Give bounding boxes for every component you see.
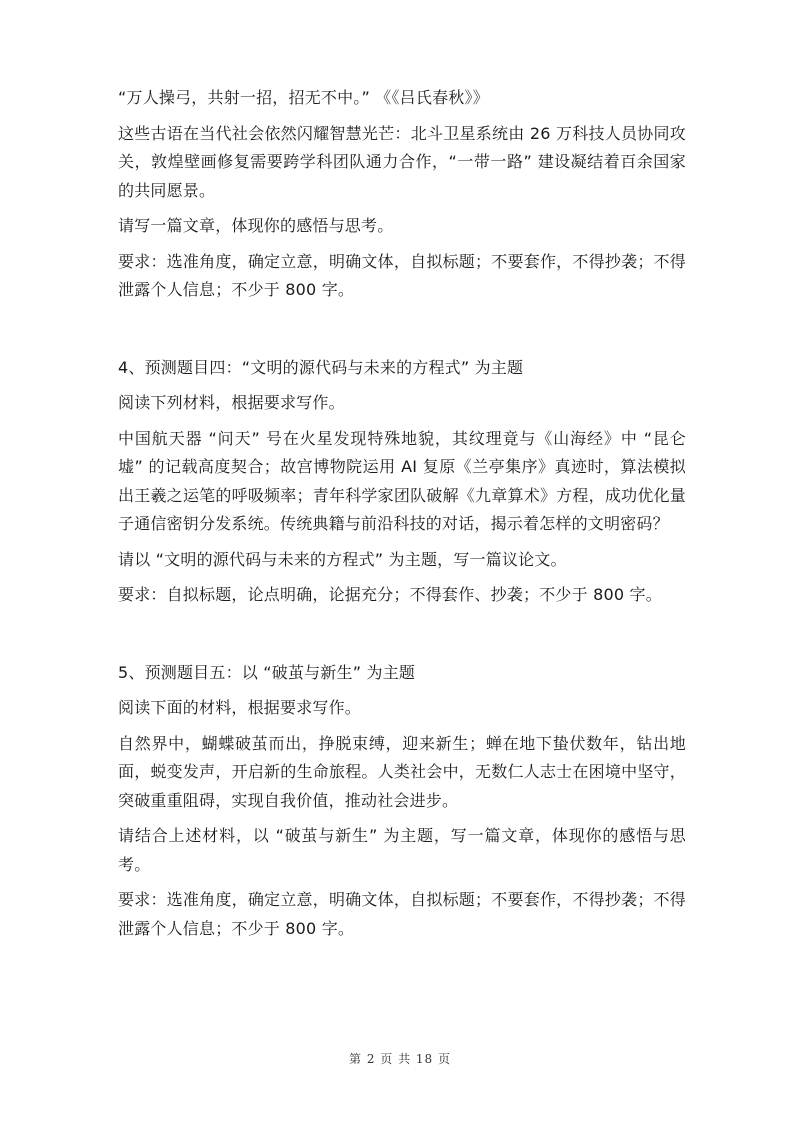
section3-instruction: 请写一篇文章，体现你的感悟与思考。 (118, 216, 394, 235)
section5-instruction: 请结合上述材料，以 “破茧与新生” 为主题，写一篇文章，体现你的感悟与思考。 (118, 826, 686, 874)
section5-heading: 5、预测题目五：以 “破茧与新生” 为主题 (118, 662, 416, 682)
section5-material: 自然界中，蝴蝶破茧而出，挣脱束缚，迎来新生；蝉在地下蛰伏数年，钻出地面，蜕变发声，开启新的生命旅程。人类社会中，无数仁人志士在困境中坚守，突破重重阻碍，实现自我价值，推动社会进步。 (118, 733, 686, 810)
page-number-footer: 第 2 页 共 18 页 (349, 1052, 451, 1066)
section4-requirement: 要求：自拟标题，论点明确，论据充分；不得套作、抄袭；不少于 800 字。 (118, 585, 662, 604)
section4-heading: 4、预测题目四：“文明的源代码与未来的方程式” 为主题 (118, 357, 524, 377)
section-spacer (118, 617, 686, 659)
document-page (118, 84, 686, 950)
section3-material: 这些古语在当代社会依然闪耀智慧光芒：北斗卫星系统由 26 万科技人员协同攻关，敦煌壁画修复需要跨学科团队通力合作，“一带一路” 建设凝结着百余国家的共同愿景。 (118, 123, 686, 200)
section4-material: 中国航天器 “问天” 号在火星发现特殊地貌，其纹理竟与《山海经》中 “昆仑墟” 的记载高度契合；故宫博物院运用 AI 复原《兰亭集序》真迹时，算法模拟出王羲之运笔的呼吸频率；青年科学家团队破解《九章算术》方程，成功优化量子通信密钥分发系统。传统典籍与前沿科技的对话，揭示着怎样的文明密码？ (118, 428, 686, 533)
section3-quote: “万人操弓，共射一招，招无不中。” 《《吕氏春秋》》 (118, 88, 489, 107)
section4-instruction: 请以 “文明的源代码与未来的方程式” 为主题，写一篇议论文。 (118, 549, 567, 569)
section5-intro: 阅读下面的材料，根据要求写作。 (118, 698, 362, 717)
section3-requirement: 要求：选准角度，确定立意，明确文体，自拟标题；不要套作，不得抄袭；不得泄露个人信息；不少于 800 字。 (118, 251, 686, 299)
section-spacer (118, 312, 686, 354)
section5-requirement: 要求：选准角度，确定立意，明确文体，自拟标题；不要套作，不得抄袭；不得泄露个人信息；不少于 800 字。 (118, 890, 686, 938)
section4-intro: 阅读下列材料，根据要求写作。 (118, 393, 345, 412)
